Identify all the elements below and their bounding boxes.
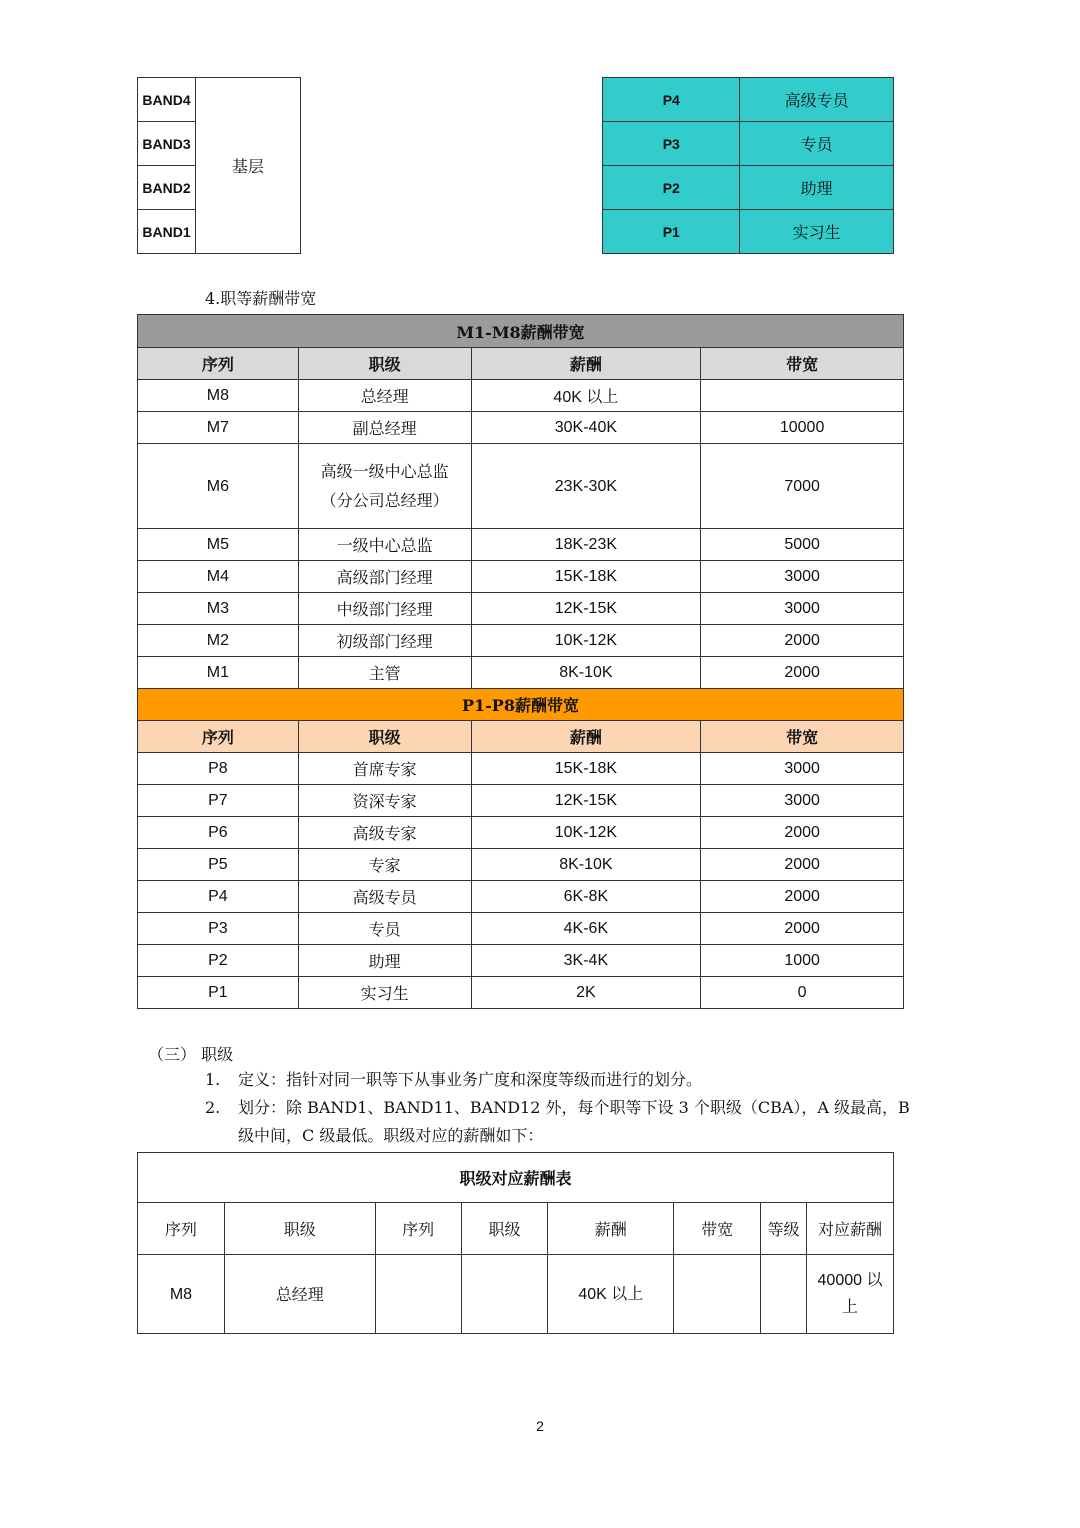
p-code-cell: P3: [603, 122, 740, 166]
column-header: 职级: [298, 721, 471, 753]
band-cell: 2000: [701, 625, 904, 657]
column-header: 序列: [138, 348, 299, 380]
seq-cell: M5: [138, 529, 299, 561]
band-cell: [674, 1255, 761, 1334]
pay-cell: 2K: [471, 977, 701, 1009]
band-cell: 2000: [701, 849, 904, 881]
column-header: 薪酬: [471, 721, 701, 753]
item-number: 1.: [205, 1070, 221, 1089]
seq-cell: M2: [138, 625, 299, 657]
item-text: 定义：指针对同一职等下从事业务广度和深度等级而进行的划分。: [238, 1070, 703, 1089]
table-title-row: [138, 689, 904, 721]
rank-line: 高级一级中心总监: [320, 462, 449, 481]
page-number: 2: [536, 1418, 544, 1434]
item-number: 2.: [205, 1098, 221, 1117]
table-row: [138, 945, 904, 977]
seq-cell: M7: [138, 412, 299, 444]
band-cell: 2000: [701, 657, 904, 689]
column-header: 职级: [298, 348, 471, 380]
level-label-cell: 基层: [195, 78, 300, 254]
band-cell: BAND4: [138, 78, 196, 122]
table-row: [138, 657, 904, 689]
section-heading: 4.职等薪酬带宽: [205, 289, 317, 308]
table-header-row: [138, 721, 904, 753]
p-title-cell: 助理: [740, 166, 894, 210]
table-row: [138, 412, 904, 444]
table-title-row: [138, 315, 904, 348]
pay-cell: 12K-15K: [471, 785, 701, 817]
rank-cell: 实习生: [298, 977, 471, 1009]
seq-cell: M4: [138, 561, 299, 593]
mapped-pay-line: 上: [842, 1299, 859, 1316]
column-header: 职级: [461, 1203, 548, 1255]
band-cell: 2000: [701, 817, 904, 849]
pay-cell: 10K-12K: [471, 817, 701, 849]
seq-cell: P1: [138, 977, 299, 1009]
band-cell: 3000: [701, 593, 904, 625]
rank-cell: 高级专家: [298, 817, 471, 849]
table-row: [138, 1255, 894, 1334]
m-table-title: M1-M8薪酬带宽: [138, 315, 904, 348]
band-cell: 3000: [701, 561, 904, 593]
grade-cell: [761, 1255, 807, 1334]
table-row: [138, 561, 904, 593]
seq-cell: M6: [138, 444, 299, 529]
table-row: [138, 380, 904, 412]
band-cell: BAND1: [138, 210, 196, 254]
pay-cell: 15K-18K: [471, 753, 701, 785]
p-code-cell: P4: [603, 78, 740, 122]
table-row: [138, 444, 904, 529]
seq-cell: M1: [138, 657, 299, 689]
column-header: 等级: [761, 1203, 807, 1255]
band-cell: BAND2: [138, 166, 196, 210]
division-item: [205, 1094, 945, 1150]
table-row: [138, 913, 904, 945]
band-cell: BAND3: [138, 122, 196, 166]
seq-cell: P2: [138, 945, 299, 977]
mapped-pay-line: 40000 以: [817, 1272, 883, 1289]
table-row: [138, 593, 904, 625]
table-title-row: [138, 1153, 894, 1203]
table-row: [138, 78, 894, 122]
pay-cell: 10K-12K: [471, 625, 701, 657]
band-cell: [701, 380, 904, 412]
grade-table-title: 职级对应薪酬表: [138, 1153, 894, 1203]
pay-cell: 18K-23K: [471, 529, 701, 561]
mapped-pay-cell: [807, 1255, 894, 1334]
rank-cell: 专家: [298, 849, 471, 881]
seq-cell: M8: [138, 1255, 225, 1334]
seq-cell: P7: [138, 785, 299, 817]
table-row: [138, 785, 904, 817]
band-cell: 3000: [701, 785, 904, 817]
rank-cell: 总经理: [298, 380, 471, 412]
table-header-row: [138, 348, 904, 380]
p-title-cell: 专员: [740, 122, 894, 166]
rank-cell: [298, 444, 471, 529]
column-header: 职级: [224, 1203, 375, 1255]
p-title-cell: 高级专员: [740, 78, 894, 122]
salary-bandwidth-table: [137, 314, 904, 1009]
band-level-table: [137, 77, 894, 254]
grade-pay-table: [137, 1152, 894, 1334]
band-cell: 2000: [701, 881, 904, 913]
column-header: 带宽: [701, 348, 904, 380]
band-cell: 0: [701, 977, 904, 1009]
column-header: 序列: [138, 721, 299, 753]
pay-cell: 8K-10K: [471, 849, 701, 881]
item-text-continued: 级中间，C 级最低。职级对应的薪酬如下：: [238, 1126, 544, 1145]
rank-cell: 副总经理: [298, 412, 471, 444]
column-header: 对应薪酬: [807, 1203, 894, 1255]
band-cell: 2000: [701, 913, 904, 945]
pay-cell: 23K-30K: [471, 444, 701, 529]
pay-cell: 3K-4K: [471, 945, 701, 977]
band-cell: 10000: [701, 412, 904, 444]
column-header: 带宽: [674, 1203, 761, 1255]
rank-cell: 专员: [298, 913, 471, 945]
seq-cell: M8: [138, 380, 299, 412]
p-table-title: P1-P8薪酬带宽: [138, 689, 904, 721]
column-header: 带宽: [701, 721, 904, 753]
p-code-cell: P1: [603, 210, 740, 254]
rank-cell: 一级中心总监: [298, 529, 471, 561]
column-header: 薪酬: [471, 348, 701, 380]
pay-cell: 40K 以上: [548, 1255, 674, 1334]
rank-cell: 总经理: [224, 1255, 375, 1334]
p-code-cell: P2: [603, 166, 740, 210]
table-row: [138, 753, 904, 785]
rank-cell: 高级专员: [298, 881, 471, 913]
section-heading: （三） 职级: [148, 1045, 234, 1064]
table-row: [138, 881, 904, 913]
pay-cell: 30K-40K: [471, 412, 701, 444]
pay-cell: 6K-8K: [471, 881, 701, 913]
column-header: 序列: [375, 1203, 461, 1255]
table-row: [138, 977, 904, 1009]
pay-cell: 8K-10K: [471, 657, 701, 689]
band-cell: 7000: [701, 444, 904, 529]
table-row: [138, 529, 904, 561]
table-row: [138, 625, 904, 657]
pay-cell: 40K 以上: [471, 380, 701, 412]
definition-item: [205, 1066, 702, 1094]
seq-cell: P6: [138, 817, 299, 849]
seq-cell: P8: [138, 753, 299, 785]
band-cell: 5000: [701, 529, 904, 561]
rank-cell: 助理: [298, 945, 471, 977]
band-cell: 3000: [701, 753, 904, 785]
seq-cell: P5: [138, 849, 299, 881]
column-header: 序列: [138, 1203, 225, 1255]
rank-cell: 资深专家: [298, 785, 471, 817]
seq-cell: M3: [138, 593, 299, 625]
pay-cell: 4K-6K: [471, 913, 701, 945]
p-title-cell: 实习生: [740, 210, 894, 254]
rank-cell: 首席专家: [298, 753, 471, 785]
band-cell: 1000: [701, 945, 904, 977]
rank-cell: 中级部门经理: [298, 593, 471, 625]
rank-cell: [461, 1255, 548, 1334]
blank-cell: [300, 78, 603, 254]
rank-cell: 主管: [298, 657, 471, 689]
table-header-row: [138, 1203, 894, 1255]
table-row: [138, 849, 904, 881]
column-header: 薪酬: [548, 1203, 674, 1255]
seq-cell: [375, 1255, 461, 1334]
table-row: [138, 817, 904, 849]
rank-cell: 初级部门经理: [298, 625, 471, 657]
rank-cell: 高级部门经理: [298, 561, 471, 593]
seq-cell: P3: [138, 913, 299, 945]
rank-line: （分公司总经理）: [320, 491, 449, 510]
pay-cell: 15K-18K: [471, 561, 701, 593]
seq-cell: P4: [138, 881, 299, 913]
item-text: 划分：除 BAND1、BAND11、BAND12 外，每个职等下设 3 个职级（CBA），A 级最高，B: [238, 1098, 910, 1117]
pay-cell: 12K-15K: [471, 593, 701, 625]
